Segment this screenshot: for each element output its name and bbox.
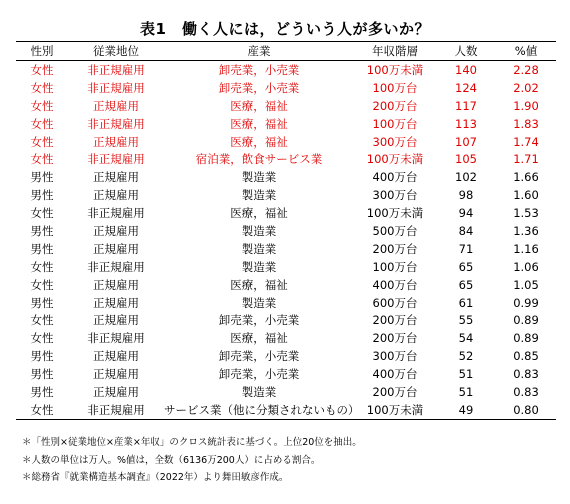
cell-status: 非正規雇用 [87, 116, 145, 131]
cell-percent: 1.74 [513, 134, 539, 149]
table-row [16, 276, 556, 294]
cell-status: 正規雇用 [93, 170, 139, 185]
cell-income: 100万台 [372, 116, 418, 131]
cell-count: 65 [458, 277, 474, 292]
cell-industry: 医療，福祉 [230, 206, 288, 221]
cell-income: 100万未満 [366, 152, 424, 167]
cell-percent: 2.28 [513, 62, 539, 77]
cell-income: 300万台 [372, 134, 418, 149]
cell-sex: 女性 [30, 206, 54, 221]
cell-income: 100万未満 [366, 206, 424, 221]
cell-income: 200万台 [372, 331, 418, 346]
table-row [16, 79, 556, 97]
cell-sex: 男性 [30, 170, 54, 185]
cell-industry: 卸売業，小売業 [218, 62, 300, 77]
cell-percent: 1.83 [513, 116, 539, 131]
footnote-line: ＊「性別×従業地位×産業×年収」のクロス統計表に基づく。上位20位を抽出。 [22, 437, 362, 448]
cell-percent: 1.71 [513, 152, 539, 167]
footnote-line: ＊総務省『就業構造基本調査』（2022年）より舞田敏彦作成。 [22, 472, 289, 483]
cell-percent: 0.83 [513, 367, 539, 382]
cell-percent: 1.16 [513, 241, 539, 256]
cell-income: 100万未満 [366, 62, 424, 77]
cell-industry: 宿泊業，飲食サービス業 [195, 152, 323, 167]
cell-income: 100万台 [372, 259, 418, 274]
table-row [16, 61, 556, 79]
cell-sex: 男性 [30, 295, 54, 310]
cell-sex: 女性 [30, 313, 54, 328]
footnote-line: ＊人数の単位は万人。%値は，全数（6136万200人）に占める割合。 [22, 454, 321, 466]
cell-count: 84 [458, 223, 474, 238]
cell-status: 正規雇用 [93, 277, 139, 292]
cell-sex: 男性 [30, 188, 54, 203]
cell-status: 非正規雇用 [68, 401, 164, 419]
cell-percent: 1.90 [513, 98, 539, 113]
table-row [16, 383, 556, 401]
cell-income: 500万台 [372, 223, 418, 238]
table-row [16, 150, 556, 168]
table-row [16, 204, 556, 222]
cell-industry: 製造業 [241, 295, 277, 310]
cell-count: 52 [458, 349, 474, 364]
cell-status: 正規雇用 [93, 349, 139, 364]
cell-sex: 男性 [30, 384, 54, 399]
cell-status: 非正規雇用 [87, 62, 145, 77]
cell-income: 200万台 [372, 98, 418, 113]
cell-status: 正規雇用 [93, 384, 139, 399]
column-header-income: 年収階層 [354, 42, 436, 61]
cell-industry: 医療，福祉 [230, 98, 288, 113]
cell-percent: 0.85 [513, 349, 539, 364]
cell-percent: 0.89 [513, 313, 539, 328]
cell-sex: 男性 [30, 223, 54, 238]
cell-income: 200万台 [372, 241, 418, 256]
table-row [16, 365, 556, 383]
cell-sex: 女性 [30, 259, 54, 274]
cell-status: 正規雇用 [93, 188, 139, 203]
cell-income: 200万台 [372, 384, 418, 399]
table-header-row [16, 42, 556, 61]
cell-status: 正規雇用 [93, 98, 139, 113]
cell-percent: 0.89 [513, 331, 539, 346]
table-row [16, 294, 556, 312]
cell-count: 71 [458, 241, 474, 256]
cell-count: 94 [458, 206, 474, 221]
cell-percent: 2.02 [513, 80, 539, 95]
cell-industry: 製造業 [241, 188, 277, 203]
cell-income: 100万台 [372, 80, 418, 95]
cell-sex: 女性 [16, 401, 68, 419]
cell-sex: 女性 [30, 134, 54, 149]
cell-count: 49 [436, 401, 496, 419]
column-header-count: 人数 [436, 42, 496, 61]
footnotes [22, 434, 362, 487]
table-row [16, 133, 556, 151]
cell-count: 55 [458, 313, 474, 328]
table-row [16, 186, 556, 204]
cell-industry: 卸売業，小売業 [218, 80, 300, 95]
cell-status: 正規雇用 [93, 295, 139, 310]
column-header-industry: 産業 [164, 42, 354, 61]
cell-count: 140 [455, 62, 477, 77]
column-header-sex: 性別 [16, 42, 68, 61]
cell-industry: 卸売業，小売業 [218, 367, 300, 382]
cell-income: 600万台 [372, 295, 418, 310]
cell-status: 正規雇用 [93, 134, 139, 149]
cell-sex: 女性 [30, 152, 54, 167]
cell-status: 非正規雇用 [87, 80, 145, 95]
cell-industry: 医療，福祉 [230, 116, 288, 131]
cell-count: 105 [455, 152, 477, 167]
cell-percent: 1.53 [513, 206, 539, 221]
cell-count: 61 [458, 295, 474, 310]
cell-status: 正規雇用 [93, 367, 139, 382]
cell-income: 100万未満 [354, 401, 436, 419]
cell-count: 113 [455, 116, 477, 131]
cell-count: 117 [455, 98, 477, 113]
cell-status: 正規雇用 [93, 241, 139, 256]
cell-income: 400万台 [372, 367, 418, 382]
cell-status: 正規雇用 [93, 313, 139, 328]
table-row [16, 222, 556, 240]
cell-percent: 0.99 [513, 295, 539, 310]
cell-count: 51 [458, 367, 474, 382]
cell-industry: 医療，福祉 [230, 331, 288, 346]
cell-percent: 1.60 [513, 188, 539, 203]
cell-count: 51 [458, 384, 474, 399]
cell-industry: 製造業 [241, 241, 277, 256]
cell-percent: 0.80 [496, 401, 556, 419]
cell-count: 102 [455, 170, 477, 185]
cell-sex: 男性 [30, 367, 54, 382]
cell-status: 非正規雇用 [87, 331, 145, 346]
cell-percent: 1.66 [513, 170, 539, 185]
table-row [16, 401, 556, 419]
cell-income: 300万台 [372, 349, 418, 364]
cell-industry: サービス業（他に分類されないもの） [164, 401, 354, 419]
cell-industry: 製造業 [241, 170, 277, 185]
column-header-percent: %値 [496, 42, 556, 61]
cell-count: 54 [458, 331, 474, 346]
table-title: 表1 働く人には，どういう人が多いか？ [140, 20, 430, 38]
cell-industry: 製造業 [241, 259, 277, 274]
table-row [16, 329, 556, 347]
cell-sex: 男性 [30, 241, 54, 256]
cell-industry: 医療，福祉 [230, 277, 288, 292]
cell-industry: 製造業 [241, 384, 277, 399]
cell-count: 98 [458, 188, 474, 203]
cell-sex: 女性 [30, 116, 54, 131]
cell-count: 65 [458, 259, 474, 274]
column-header-status: 従業地位 [68, 42, 164, 61]
cell-status: 正規雇用 [93, 223, 139, 238]
cell-count: 107 [455, 134, 477, 149]
table-row [16, 311, 556, 329]
cell-industry: 卸売業，小売業 [218, 313, 300, 328]
cell-status: 非正規雇用 [87, 206, 145, 221]
cell-sex: 女性 [30, 331, 54, 346]
cell-sex: 女性 [30, 98, 54, 113]
table-body [16, 61, 556, 420]
cell-income: 300万台 [372, 188, 418, 203]
cell-income: 200万台 [372, 313, 418, 328]
cell-income: 400万台 [372, 170, 418, 185]
cell-percent: 1.36 [513, 223, 539, 238]
data-table [16, 41, 556, 420]
cell-industry: 卸売業，小売業 [218, 349, 300, 364]
cell-income: 400万台 [372, 277, 418, 292]
cell-industry: 医療，福祉 [230, 134, 288, 149]
table-row [16, 97, 556, 115]
table-row [16, 347, 556, 365]
cell-count: 124 [455, 80, 477, 95]
cell-sex: 女性 [30, 80, 54, 95]
cell-percent: 0.83 [513, 384, 539, 399]
cell-sex: 男性 [30, 349, 54, 364]
cell-sex: 女性 [30, 62, 54, 77]
table-row [16, 115, 556, 133]
cell-status: 非正規雇用 [87, 259, 145, 274]
cell-percent: 1.06 [513, 259, 539, 274]
cell-percent: 1.05 [513, 277, 539, 292]
table-row [16, 240, 556, 258]
cell-sex: 女性 [30, 277, 54, 292]
cell-status: 非正規雇用 [87, 152, 145, 167]
table-row [16, 258, 556, 276]
table-row [16, 168, 556, 186]
cell-industry: 製造業 [241, 223, 277, 238]
